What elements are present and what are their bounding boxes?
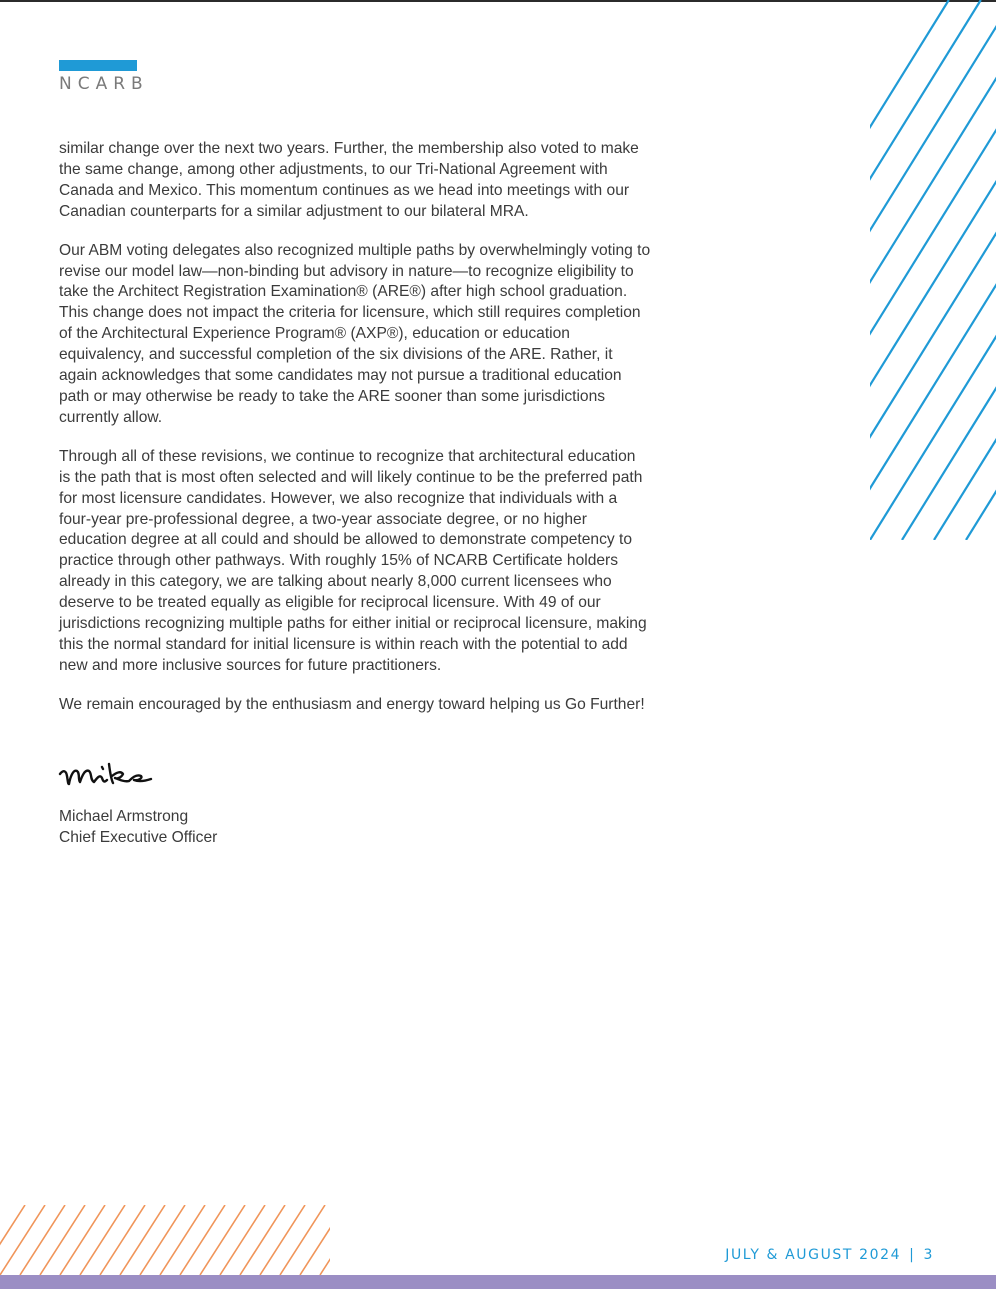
stripe-line bbox=[934, 0, 996, 540]
stripe-line bbox=[160, 1205, 205, 1275]
logo-bar bbox=[59, 60, 137, 71]
stripe-line bbox=[220, 1205, 265, 1275]
logo-text: NCARB bbox=[59, 74, 149, 94]
paragraph-3: Through all of these revisions, we continue to recognize that architectural education is the path that is most often selected and will likely continue to be the preferred path for most licensure candidates. However, we also recognize that individuals with a four-year pre-professional degree, a two-year associate degree, or no higher education degree at all could and should be allowed to demonstrate competency to practice through other pathways. With roughly 15% of NCARB Certificate holders already in this category, we are talking about nearly 8,000 current licensees who deserve to be treated equally as eligible for reciprocal licensure. With 49 of our jurisdictions recognizing multiple paths for either initial or reciprocal licensure, making this the normal standard for initial licensure is within reach with the potential to add new and more inclusive sources for future practitioners. bbox=[59, 447, 647, 674]
stripe-line bbox=[100, 1205, 145, 1275]
paragraph-1: similar change over the next two years. Further, the membership also voted to make the same change, among other adjustments, to our Tri-National Agreement with Canada and Mexico. This momentum continues as we head into meetings with our Canadian counterparts for a similar adjustment to our bilateral MRA. bbox=[59, 140, 639, 220]
stripe-line bbox=[240, 1205, 285, 1275]
stripe-line bbox=[260, 1205, 305, 1275]
stripe-line bbox=[140, 1205, 185, 1275]
stripe-line bbox=[966, 0, 996, 540]
stripe-line bbox=[280, 1205, 325, 1275]
stripe-line bbox=[0, 1205, 25, 1275]
handwritten-signature bbox=[57, 760, 157, 794]
signer-block bbox=[59, 806, 217, 848]
decorative-stripes-bottom-left bbox=[0, 1205, 330, 1275]
stripe-line bbox=[20, 1205, 65, 1275]
stripe-line bbox=[80, 1205, 125, 1275]
stripe-line bbox=[40, 1205, 85, 1275]
ncarb-logo bbox=[59, 60, 149, 94]
issue-date: JULY & AUGUST 2024 bbox=[725, 1247, 902, 1263]
stripe-line bbox=[870, 0, 996, 540]
stripe-line bbox=[300, 1205, 330, 1275]
stripe-line bbox=[180, 1205, 225, 1275]
signer-title: Chief Executive Officer bbox=[59, 829, 218, 846]
footer-separator: | bbox=[909, 1247, 916, 1263]
stripe-line bbox=[120, 1205, 165, 1275]
decorative-stripes-top-right bbox=[870, 0, 996, 540]
page-footer bbox=[725, 1247, 934, 1263]
stripe-line bbox=[320, 1205, 330, 1275]
bottom-color-band bbox=[0, 1275, 996, 1289]
signer-name: Michael Armstrong bbox=[59, 808, 189, 825]
top-rule bbox=[0, 0, 996, 2]
stripe-line bbox=[60, 1205, 105, 1275]
stripe-line bbox=[870, 0, 981, 540]
stripe-line bbox=[200, 1205, 245, 1275]
page-number: 3 bbox=[923, 1247, 934, 1263]
stripe-line bbox=[902, 0, 996, 540]
stripe-line bbox=[0, 1205, 45, 1275]
paragraph-4: We remain encouraged by the enthusiasm and energy toward helping us Go Further! bbox=[59, 695, 645, 713]
letter-body bbox=[59, 139, 651, 734]
paragraph-2: Our ABM voting delegates also recognized multiple paths by overwhelmingly voting to revise our model law—non-binding but advisory in nature—to recognize eligibility to take the Architect Registration Examination® (ARE®) after high school graduation. This change does not impact the criteria for licensure, which still requires completion of the Architectural Experience Program® (AXP®), education or education equivalency, and successful completion of the six divisions of the ARE. Rather, it again acknowledges that some candidates may not pursue a traditional education path or may otherwise be ready to take the ARE sooner than some jurisdictions currently allow. bbox=[59, 241, 651, 426]
